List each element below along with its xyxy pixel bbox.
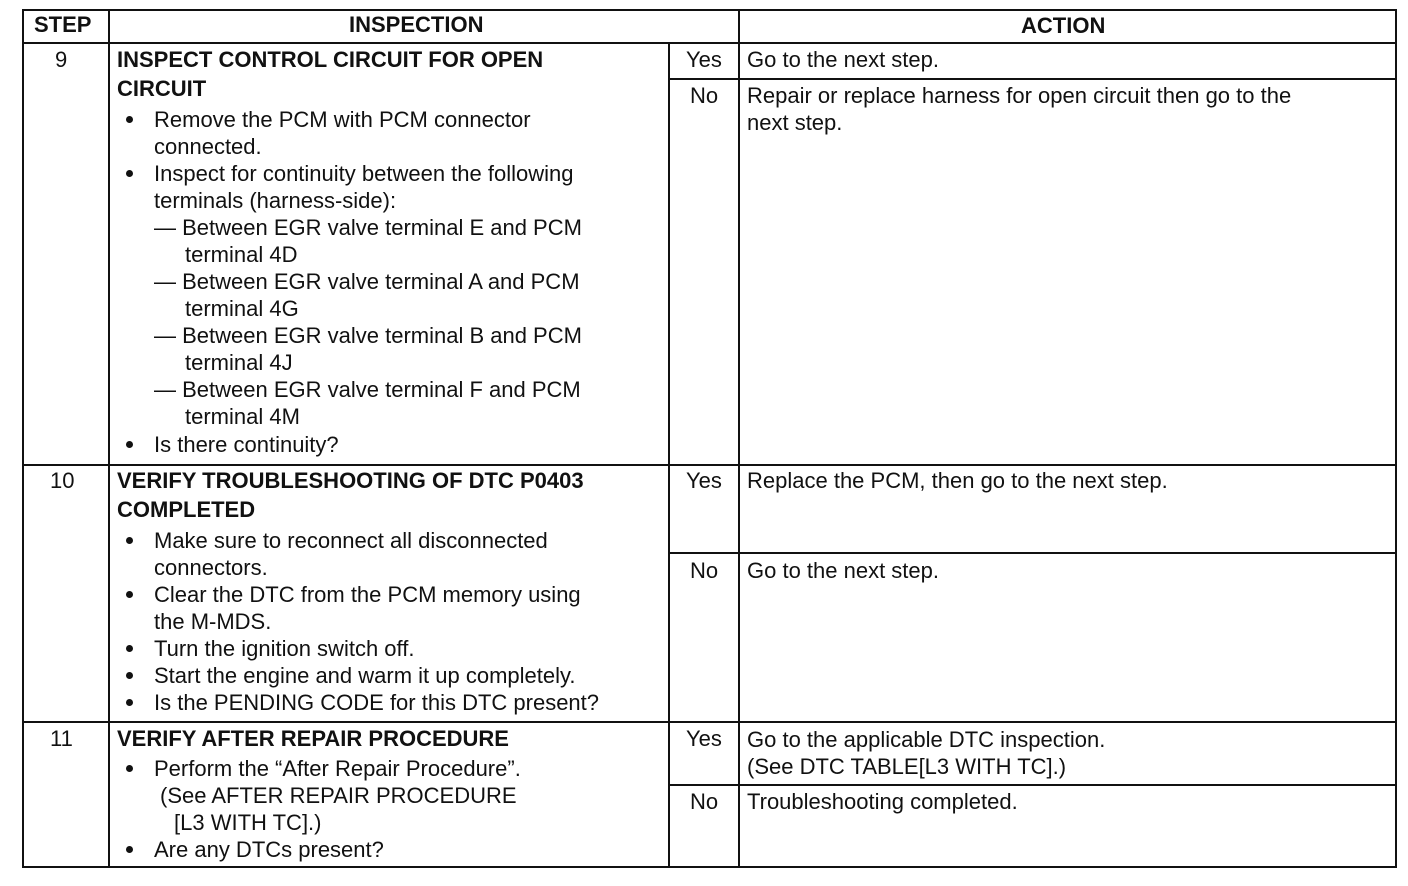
terminal-check-item: — Between EGR valve terminal E and PCM — [154, 215, 582, 240]
terminal-check-item: — Between EGR valve terminal B and PCM — [154, 323, 582, 348]
inspection-item: Start the engine and warm it up completely. — [154, 663, 576, 688]
inspection-item-cont: terminals (harness-side): — [154, 188, 397, 213]
terminal-check-item-cont: terminal 4J — [185, 350, 293, 375]
inspection-item-cont: connected. — [154, 134, 262, 159]
inspection-item-cont: the M-MDS. — [154, 609, 272, 634]
inspection-item: Perform the “After Repair Procedure”. — [154, 756, 521, 781]
yes-label: Yes — [686, 468, 722, 493]
inspection-item: Inspect for continuity between the following — [154, 161, 574, 186]
no-action-cont: next step. — [747, 110, 843, 135]
terminal-check-item-cont: terminal 4D — [185, 242, 298, 267]
reference-link-cont: [L3 WITH TC].) — [174, 810, 322, 835]
inspection-item: Clear the DTC from the PCM memory using — [154, 582, 581, 607]
inspection-question: Is there continuity? — [154, 432, 339, 457]
bullet-icon — [126, 672, 133, 679]
step-title-line: COMPLETED — [117, 497, 256, 522]
no-label: No — [690, 83, 719, 108]
bullet-icon — [126, 699, 133, 706]
yes-label: Yes — [686, 726, 722, 751]
header-inspection: INSPECTION — [349, 12, 484, 37]
no-action: Troubleshooting completed. — [747, 789, 1018, 814]
step-number: 11 — [50, 726, 73, 751]
step-title-line: VERIFY AFTER REPAIR PROCEDURE — [117, 726, 509, 751]
bullet-icon — [126, 441, 133, 448]
terminal-check-item-cont: terminal 4M — [185, 404, 300, 429]
no-action: Repair or replace harness for open circuit then go to the — [747, 83, 1292, 108]
no-action: Go to the next step. — [747, 558, 940, 583]
yes-label: Yes — [686, 47, 722, 72]
inspection-question: Is the PENDING CODE for this DTC present? — [154, 690, 600, 715]
bullet-icon — [126, 537, 133, 544]
bullet-icon — [126, 846, 133, 853]
step-title-line: VERIFY TROUBLESHOOTING OF DTC P0403 — [117, 468, 584, 493]
bullet-icon — [126, 765, 133, 772]
yes-action: Go to the next step. — [747, 47, 940, 72]
no-label: No — [690, 558, 719, 583]
terminal-check-item: — Between EGR valve terminal F and PCM — [154, 377, 581, 402]
inspection-item-cont: connectors. — [154, 555, 268, 580]
inspection-item: Turn the ignition switch off. — [154, 636, 415, 661]
inspection-item: Remove the PCM with PCM connector — [154, 107, 531, 132]
header-action: ACTION — [1021, 13, 1106, 38]
step-title-line: CIRCUIT — [117, 76, 207, 101]
no-label: No — [690, 789, 719, 814]
reference-link: (See AFTER REPAIR PROCEDURE — [160, 783, 517, 808]
bullet-icon — [126, 645, 133, 652]
terminal-check-item-cont: terminal 4G — [185, 296, 299, 321]
yes-action: Go to the applicable DTC inspection. — [747, 727, 1106, 752]
inspection-item: Make sure to reconnect all disconnected — [154, 528, 548, 553]
yes-action-cont: (See DTC TABLE[L3 WITH TC].) — [747, 754, 1067, 779]
step-number: 10 — [50, 468, 75, 493]
header-step: STEP — [34, 12, 92, 37]
step-title-line: INSPECT CONTROL CIRCUIT FOR OPEN — [117, 47, 544, 72]
bullet-icon — [126, 170, 133, 177]
step-number: 9 — [55, 47, 68, 72]
inspection-question: Are any DTCs present? — [154, 837, 384, 862]
yes-action: Replace the PCM, then go to the next step. — [747, 468, 1168, 493]
bullet-icon — [126, 591, 133, 598]
bullet-icon — [126, 116, 133, 123]
terminal-check-item: — Between EGR valve terminal A and PCM — [154, 269, 580, 294]
